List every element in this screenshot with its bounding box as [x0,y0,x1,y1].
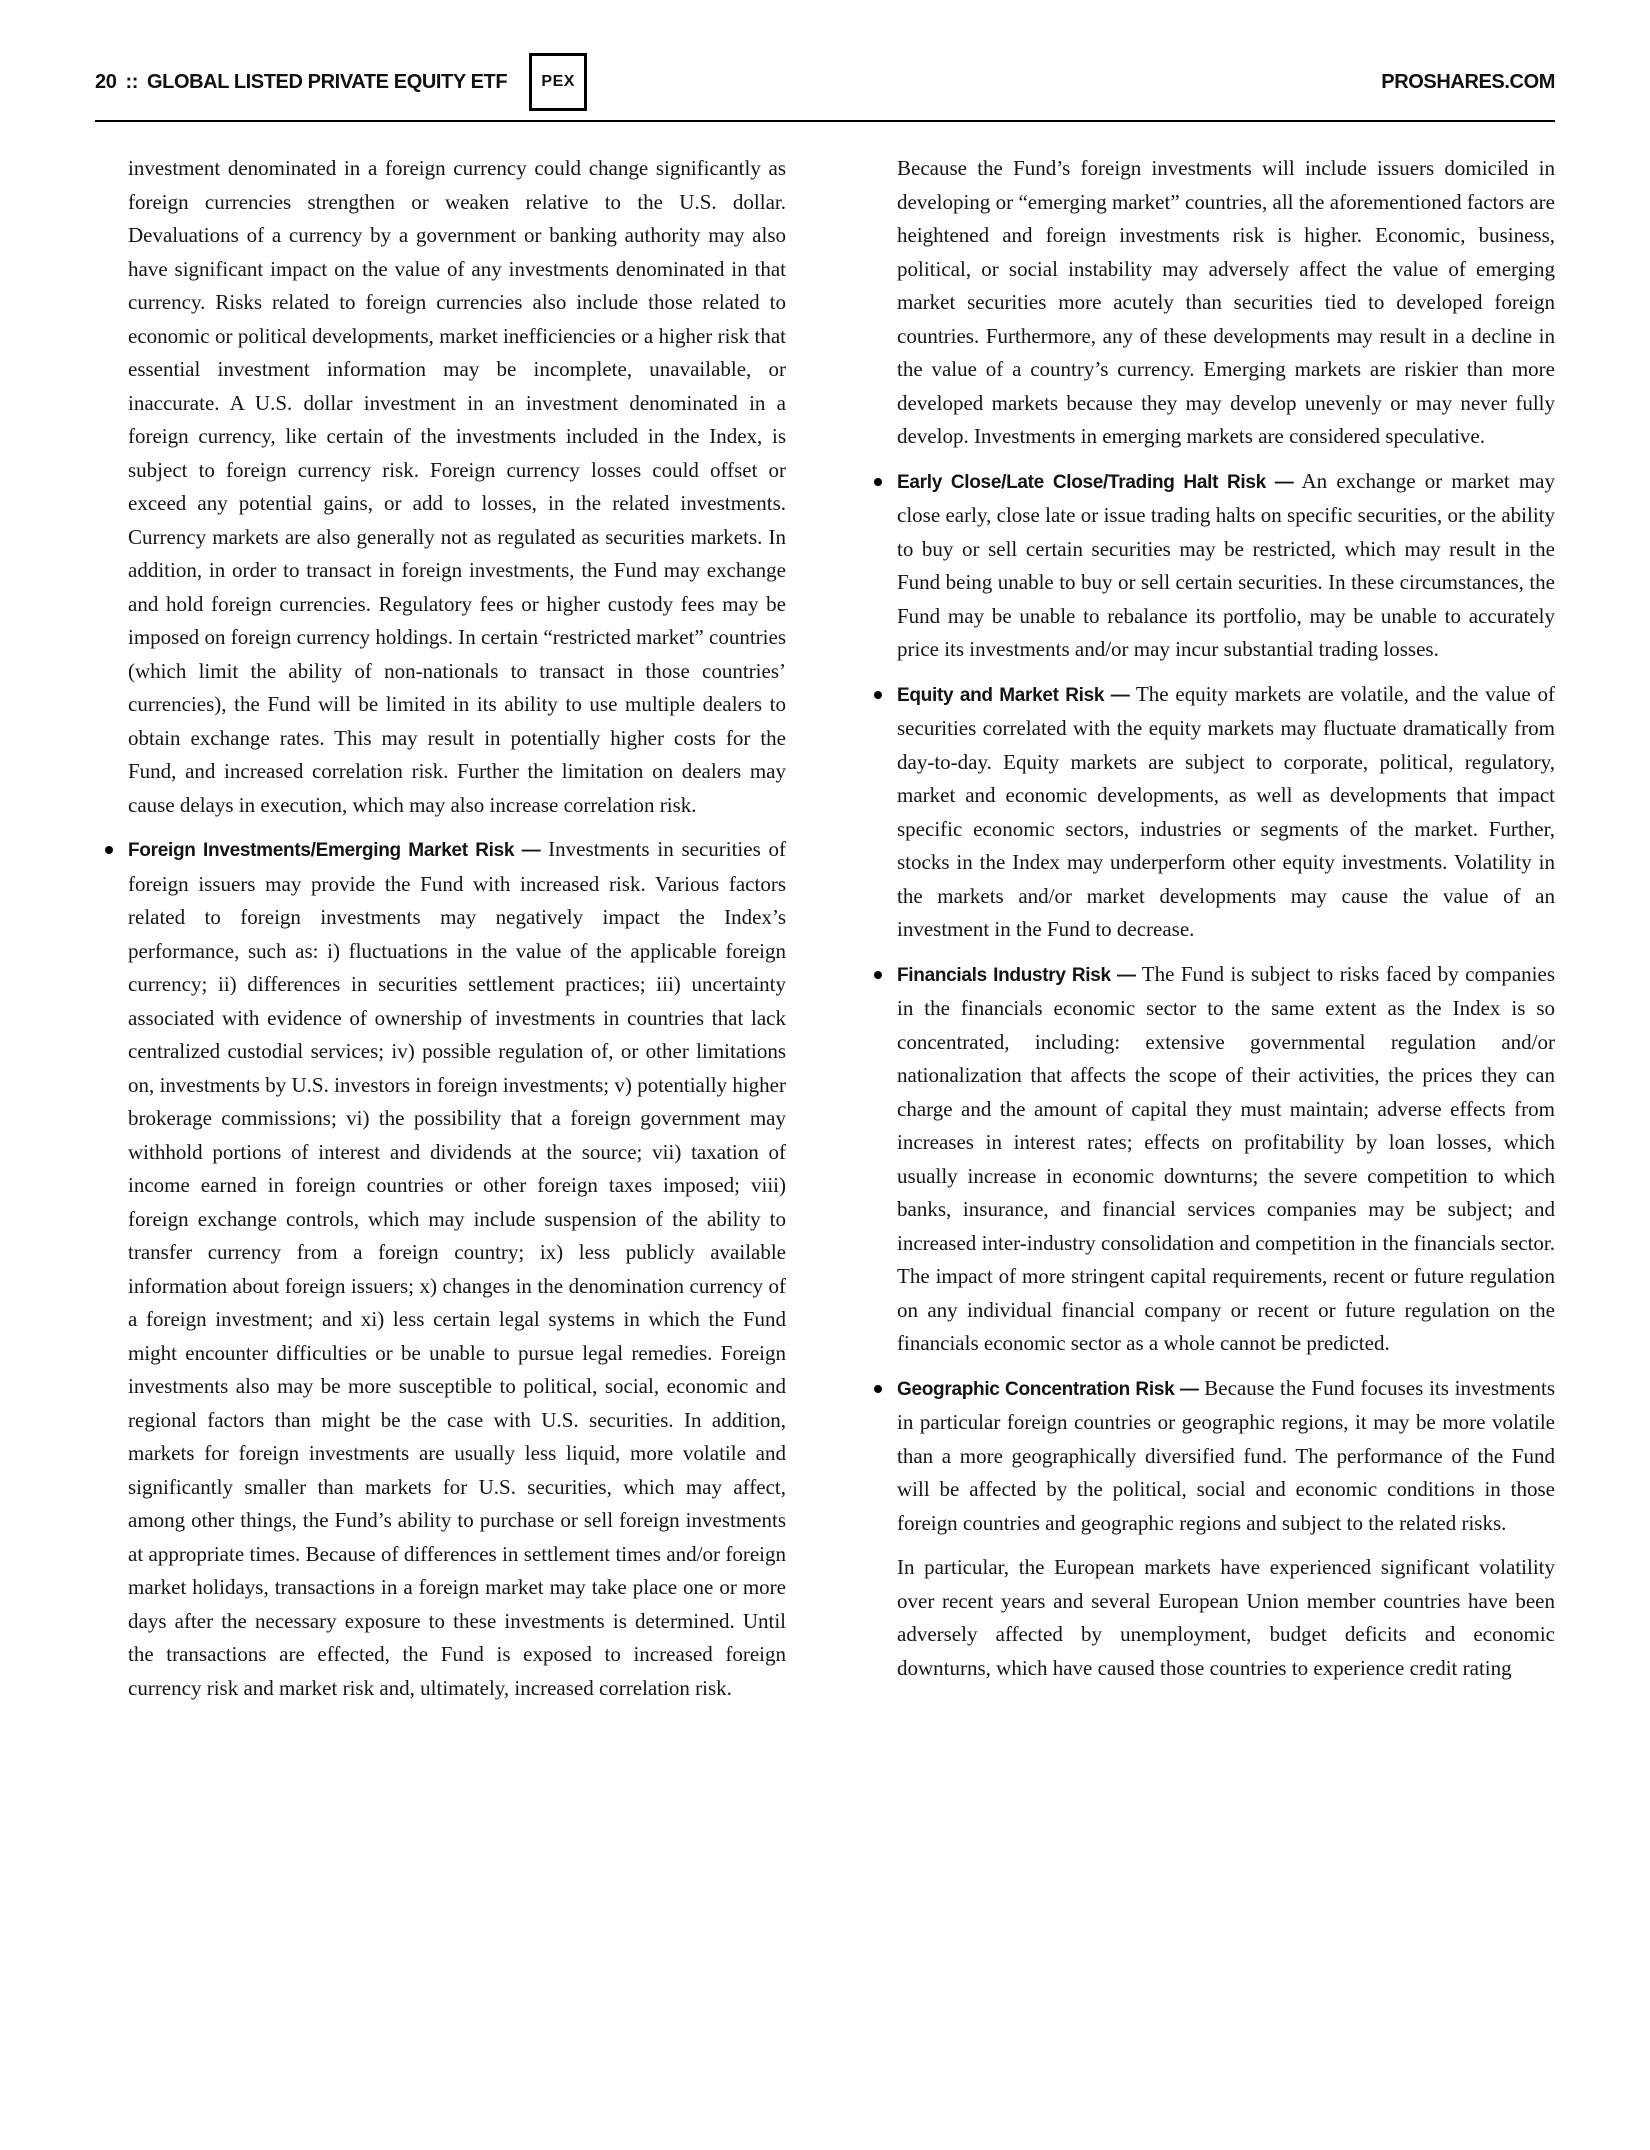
page-number: 20 [95,70,117,93]
bullet-title: Early Close/Late Close/Trading Halt Risk — [897,471,1294,493]
paragraph-foreign-currency: investment denominated in a foreign currency could change significantly as foreign currencies strengthen or weaken relative to the U.S. dollar. Devaluations of a currency by a government or banking authority may also have significant impact on the value of any investments denominated in that currency. Risks related to foreign currencies also include those related to economic or political developments, market inefficiencies or a higher risk that essential investment information may be incomplete, unavailable, or inaccurate. A U.S. dollar investment in an investment denominated in a foreign currency, like certain of the investments included in the Index, is subject to foreign currency risk. Foreign currency losses could offset or exceed any potential gains, or add to losses, in the related investments. Currency markets are also generally not as regulated as securities markets. In addition, in order to transact in foreign investments, the Fund may exchange and hold foreign currencies. Regulatory fees or higher custody fees may be imposed on foreign currency holdings. In certain “restricted market” countries (which limit the ability of non-nationals to transact in those countries’ currencies), the Fund will be limited in its ability to use multiple dealers to obtain exchange rates. This may result in potentially higher costs for the Fund, and increased correlation risk. Further the limitation on dealers may cause delays in execution, which may also increase correlation risk. [128,156,786,817]
bullet-paragraph [897,465,1555,667]
bullet-icon [874,1385,882,1393]
bullet-text: Because the Fund focuses its investments in particular foreign countries or geographic regions, it may be more volatile than a more geographically diversified fund. The performance of the Fund will be affected by the political, social and economic conditions in those foreign countries and geographic regions and subject to the related risks. [897,1375,1555,1535]
bullet-title: Foreign Investments/Emerging Market Risk — [128,840,541,861]
bullet-foreign-investments-risk [128,833,786,1705]
bullet-title: Equity and Market Risk — [897,684,1130,706]
bullet-icon [874,971,882,979]
bullet-equity-market-risk [897,678,1555,947]
bullet-paragraph [128,833,786,1705]
right-column [864,152,1555,1705]
bullet-text: Investments in securities of foreign issuers may provide the Fund with increased risk. Various factors related to foreign investments may negatively impact the Index’s performance, such as: i) fluctuations in the value of the applicable foreign currency; ii) differences in securities settlement practices; iii) uncertainty associated with evidence of ownership of investments in countries that lack centralized custodial services; iv) possible regulation of, or other limitations on, investments by U.S. investors in foreign investments; v) potentially higher brokerage commissions; vi) the possibility that a foreign government may withhold portions of interest and dividends at the source; vii) taxation of income earned in foreign countries or other foreign taxes imposed; viii) foreign exchange controls, which may include suspension of the ability to transfer currency from a foreign country; ix) less publicly available information about foreign issuers; x) changes in the denomination currency of a foreign investment; and xi) less certain legal systems in which the Fund might encounter difficulties or be unable to pursue legal remedies. Foreign investments also may be more susceptible to political, social, economic and regional factors than might be the case with U.S. securities. In addition, markets for foreign investments are usually less liquid, more volatile and significantly smaller than markets for U.S. securities, which may affect, among other things, the Fund’s ability to purchase or sell foreign investments at appropriate times. Because of differences in settlement times and/or foreign market holidays, transactions in a foreign market may take place one or more days after the necessary exposure to these investments is determined. Until the transactions are effected, the Fund is exposed to increased foreign currency risk and market risk and, ultimately, increased correlation risk. [128,837,787,1700]
bullet-paragraph [897,678,1555,947]
page-header [95,50,1555,114]
bullet-financials-industry-risk [897,958,1555,1361]
ticker-label: PEX [541,73,575,90]
bullet-paragraph [897,1372,1555,1541]
bullet-icon [874,691,882,699]
document-title: GLOBAL LISTED PRIVATE EQUITY ETF [146,70,508,93]
header-rule [95,120,1555,122]
left-column [95,152,786,1705]
bullet-text: The equity markets are volatile, and the value of securities correlated with the equity markets may fluctuate dramatically from day-to-day. Equity markets are subject to corporate, political, regulatory, market and economic developments, as well as developments that impact specific economic sectors, industries or segments of the market. Further, stocks in the Index may underperform other equity investments. Volatility in the markets and/or market developments may cause the value of an investment in the Fund to decrease. [897,681,1555,941]
content-columns [95,152,1555,1705]
bullet-title: Geographic Concentration Risk — [897,1378,1199,1400]
bullet-geographic-concentration-risk [897,1372,1555,1541]
bullet-paragraph [897,958,1555,1361]
ticker-box [529,53,587,111]
bullet-icon [874,478,882,486]
paragraph-european-markets: In particular, the European markets have experienced significant volatility over recent years and several European Union member countries have been adversely affected by unemployment, budget deficits and economic downturns, which have caused those countries to experience credit rating [897,1555,1555,1680]
header-left [95,53,587,111]
website-url: PROSHARES.COM [1381,70,1555,93]
bullet-text: An exchange or market may close early, close late or issue trading halts on specific securities, or the ability to buy or sell certain securities may be restricted, which may result in the Fund being unable to buy or sell certain securities. In these circumstances, the Fund may be unable to rebalance its portfolio, may be unable to accurately price its investments and/or may incur substantial trading losses. [897,468,1556,661]
bullet-icon [105,846,113,854]
paragraph-emerging-markets: Because the Fund’s foreign investments will include issuers domiciled in developing or “emerging market” countries, all the aforementioned factors are heightened and foreign investments risk is higher. Economic, business, political, or social instability may adversely affect the value of emerging market securities more acutely than securities tied to developed foreign countries. Furthermore, any of these developments may result in a decline in the value of a country’s currency. Emerging markets are riskier than more developed markets because they may develop unevenly or may never fully develop. Investments in emerging markets are considered speculative. [897,156,1555,448]
bullet-text: The Fund is subject to risks faced by companies in the financials economic sector to the same extent as the Index is so concentrated, including: extensive governmental regulation and/or nationalization that affects the scope of their activities, the prices they can charge and the amount of capital they must maintain; adverse effects from increases in interest rates; effects on profitability by loan losses, which usually increase in economic downturns; the severe competition to which banks, insurance, and financial services companies may be subject; and increased inter-industry consolidation and competition in the financials sector. The impact of more stringent capital requirements, recent or future regulation on any individual financial company or recent or future regulation on the financials economic sector as a whole cannot be predicted. [897,961,1555,1355]
header-separator: :: [125,70,138,93]
bullet-title: Financials Industry Risk — [897,964,1136,986]
bullet-early-close-risk [897,465,1555,667]
